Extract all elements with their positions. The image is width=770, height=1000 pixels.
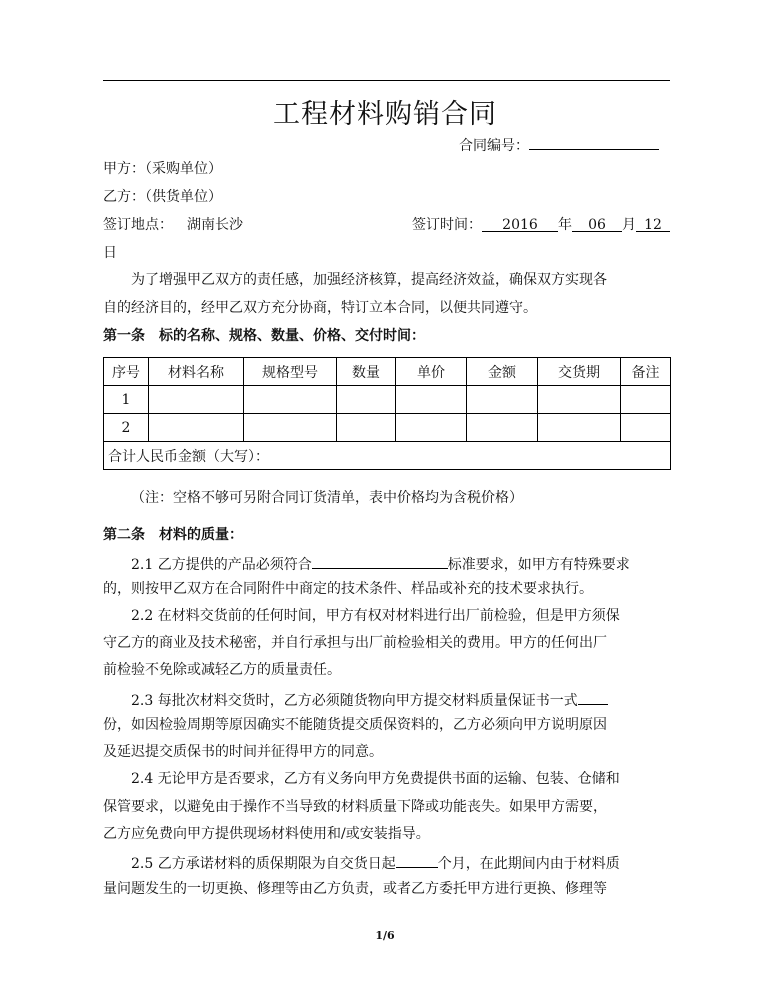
table-cell[interactable] bbox=[337, 386, 396, 414]
table-header-row bbox=[104, 358, 671, 386]
header-cell: 数量 bbox=[337, 358, 396, 386]
sign-place-value: 湖南长沙 bbox=[187, 217, 243, 233]
sign-day: 12 bbox=[636, 215, 670, 232]
year-char: 年 bbox=[558, 217, 572, 233]
clause-2-3-text: 2.3 每批次材料交货时，乙方必须随货物向甲方提交材料质量保证书一式 bbox=[131, 693, 578, 709]
intro-line-1: 为了增强甲乙双方的责任感，加强经济核算，提高经济效益，确保双方实现各 bbox=[131, 272, 607, 288]
table-note: （注：空格不够可另附合同订货清单，表中价格均为含税价格） bbox=[131, 490, 523, 506]
party-b: 乙方：（供货单位） bbox=[103, 189, 222, 205]
clause-2-4-line-3: 乙方应免费向甲方提供现场材料使用和/或安装指导。 bbox=[103, 826, 430, 842]
row-number: 1 bbox=[104, 386, 149, 414]
month-char: 月 bbox=[622, 217, 636, 233]
copies-blank[interactable] bbox=[578, 688, 608, 705]
sign-month: 06 bbox=[572, 215, 622, 232]
header-cell: 规格型号 bbox=[244, 358, 337, 386]
table-cell[interactable] bbox=[538, 414, 621, 442]
table-cell[interactable] bbox=[396, 414, 467, 442]
table-cell[interactable] bbox=[538, 386, 621, 414]
table-cell[interactable] bbox=[621, 386, 671, 414]
table-cell[interactable] bbox=[467, 386, 538, 414]
clause-2-1-text-b: 标准要求，如甲方有特殊要求 bbox=[447, 557, 630, 573]
contract-number-blank[interactable] bbox=[529, 133, 659, 150]
table-cell[interactable] bbox=[621, 414, 671, 442]
clause-2-2-line-3: 前检验不免除或减轻乙方的质量责任。 bbox=[103, 662, 341, 678]
header-cell: 交货期 bbox=[538, 358, 621, 386]
clause-2-5-text-a: 2.5 乙方承诺材料的质保期限为自交货日起 bbox=[131, 856, 396, 872]
sign-place-label: 签订地点： bbox=[103, 217, 173, 233]
row-number: 2 bbox=[104, 414, 149, 442]
table-cell[interactable] bbox=[337, 414, 396, 442]
header-cell: 序号 bbox=[104, 358, 149, 386]
clause-2-5-line-1 bbox=[131, 851, 620, 874]
contract-number-line bbox=[459, 133, 659, 156]
article-2-heading: 第二条 材料的质量： bbox=[103, 527, 243, 543]
clause-2-1-line-2: 的，则按甲乙双方在合同附件中商定的技术条件、样品或补充的技术要求执行。 bbox=[103, 581, 593, 597]
clause-2-2-line-2: 守乙方的商业及技术秘密，并自行承担与出厂前检验相关的费用。甲方的任何出厂 bbox=[103, 635, 607, 651]
clause-2-2-line-1: 2.2 在材料交货前的任何时间，甲方有权对材料进行出厂前检验，但是甲方须保 bbox=[131, 608, 620, 624]
table-row bbox=[104, 414, 671, 442]
header-cell: 备注 bbox=[621, 358, 671, 386]
clause-2-1-line-1 bbox=[131, 552, 630, 575]
clause-2-3-line-2: 份，如因检验周期等原因确实不能随货提交质保资料的，乙方必须向甲方说明原因 bbox=[103, 717, 607, 733]
table-cell[interactable] bbox=[244, 386, 337, 414]
table-cell[interactable] bbox=[244, 414, 337, 442]
top-rule bbox=[103, 80, 670, 81]
header-cell: 材料名称 bbox=[149, 358, 244, 386]
clause-2-5-text-b: 个月，在此期间内由于材料质 bbox=[437, 856, 620, 872]
sign-place-line bbox=[103, 215, 243, 235]
day-char: 日 bbox=[103, 245, 117, 261]
clause-2-4-line-2: 保管要求，以避免由于操作不当导致的材料质量下降或功能丧失。如果甲方需要， bbox=[103, 799, 607, 815]
table-total-row bbox=[104, 442, 671, 470]
table-cell[interactable] bbox=[149, 414, 244, 442]
table-cell[interactable] bbox=[396, 386, 467, 414]
header-cell: 单价 bbox=[396, 358, 467, 386]
sign-year: 2016 bbox=[482, 215, 558, 232]
intro-line-2: 自的经济目的，经甲乙双方充分协商，特订立本合同，以便共同遵守。 bbox=[103, 300, 537, 316]
table-row bbox=[104, 386, 671, 414]
sign-time-line bbox=[412, 215, 670, 235]
header-cell: 金额 bbox=[467, 358, 538, 386]
goods-table bbox=[103, 357, 671, 470]
total-amount-label: 合计人民币金额（大写）： bbox=[104, 442, 671, 470]
sign-time-label: 签订时间： bbox=[412, 217, 482, 233]
clause-2-4-line-1: 2.4 无论甲方是否要求，乙方有义务向甲方免费提供书面的运输、包装、仓储和 bbox=[131, 771, 620, 787]
contract-number-label: 合同编号： bbox=[459, 138, 529, 154]
table-cell[interactable] bbox=[467, 414, 538, 442]
clause-2-3-line-3: 及延迟提交质保书的时间并征得甲方的同意。 bbox=[103, 744, 383, 760]
page-number: 1/6 bbox=[375, 929, 395, 942]
standard-blank[interactable] bbox=[312, 552, 448, 569]
document-title: 工程材料购销合同 bbox=[273, 99, 497, 130]
clause-2-1-text-a: 2.1 乙方提供的产品必须符合 bbox=[131, 557, 312, 573]
clause-2-5-line-2: 量问题发生的一切更换、修理等由乙方负责，或者乙方委托甲方进行更换、修理等 bbox=[103, 881, 607, 897]
article-1-heading: 第一条 标的名称、规格、数量、价格、交付时间： bbox=[103, 328, 425, 344]
party-a: 甲方：（采购单位） bbox=[103, 161, 222, 177]
clause-2-3-line-1 bbox=[131, 688, 608, 711]
warranty-months-blank[interactable] bbox=[396, 851, 438, 868]
table-cell[interactable] bbox=[149, 386, 244, 414]
